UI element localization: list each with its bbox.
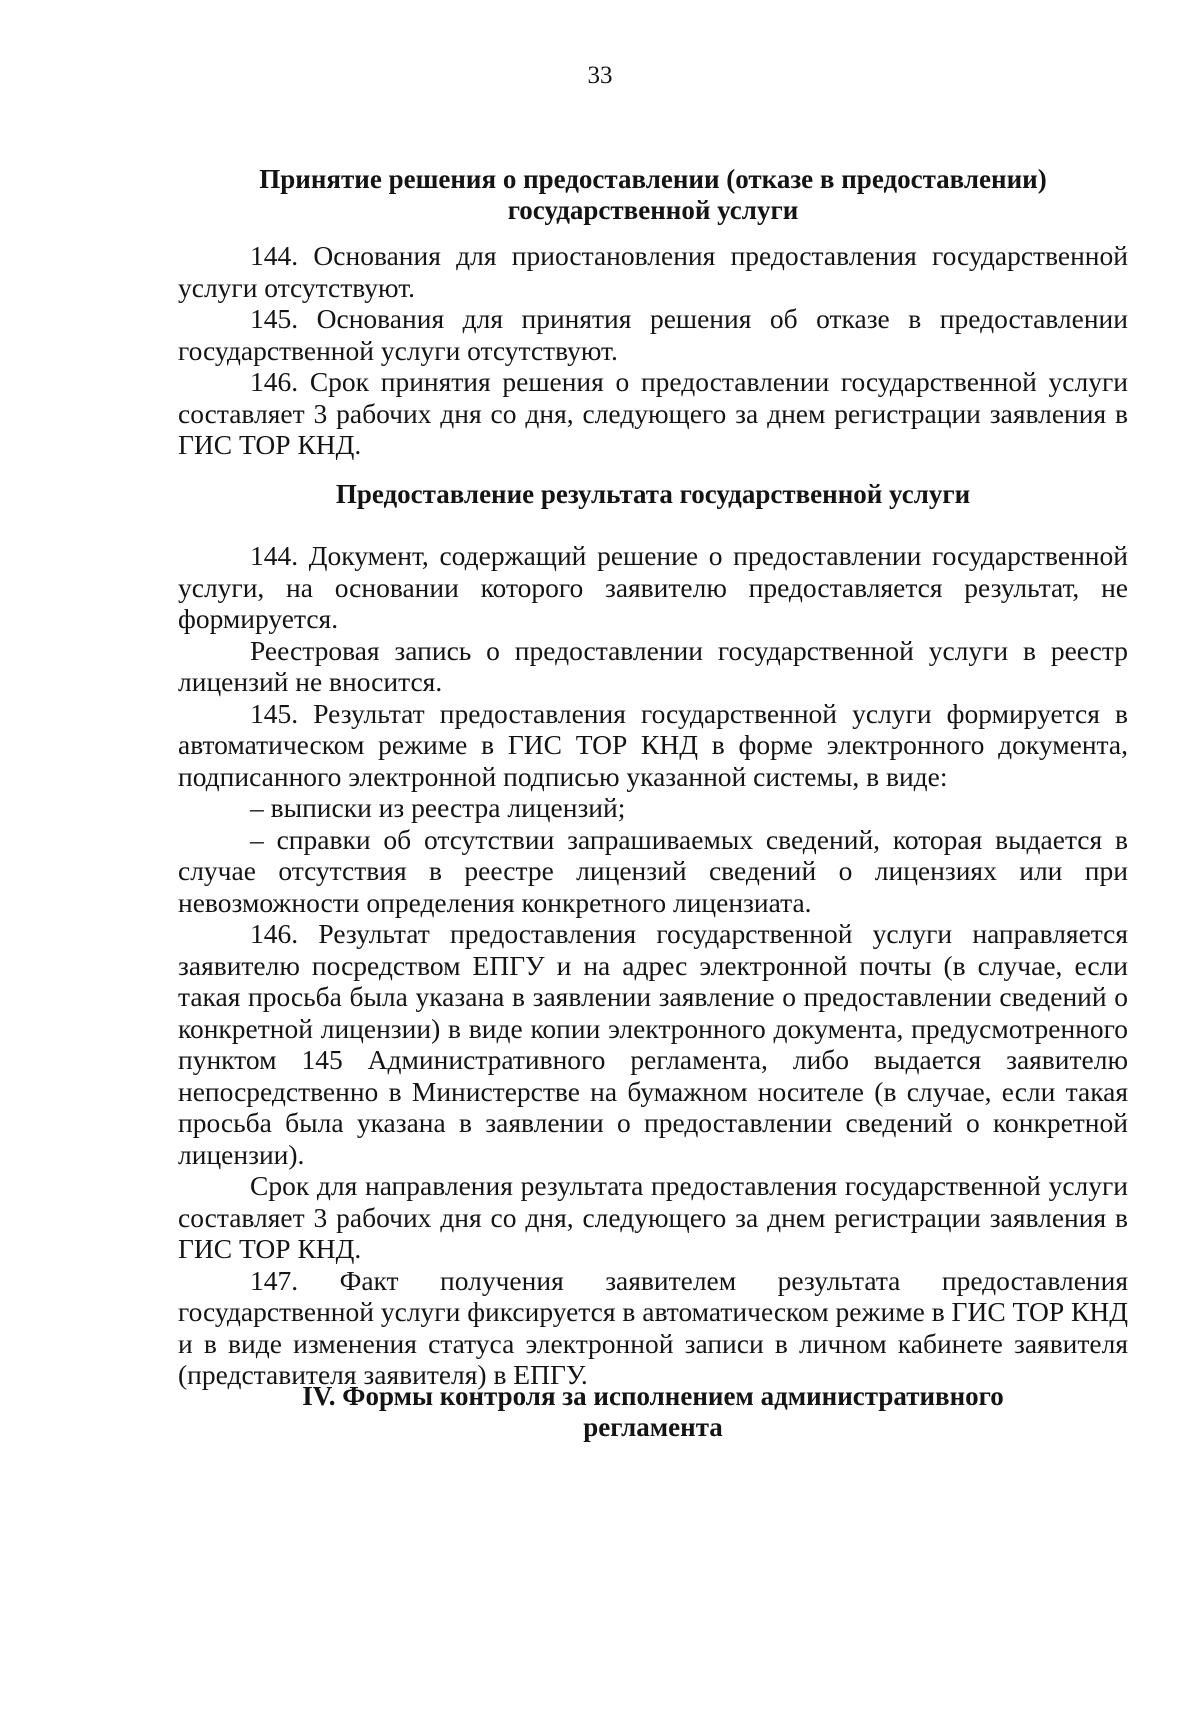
paragraph-144: 144. Основания для приостановления предоставления государственной услуги отсутствуют. [178, 240, 1128, 303]
section-heading: Предоставление результата государственной услуги [335, 479, 971, 509]
section-result-body [178, 540, 1128, 1391]
section-result [178, 479, 1128, 510]
paragraph-registry-record: Реестровая запись о предоставлении государственной услуги в реестр лицензий не вносится. [178, 634, 1128, 697]
section-heading-continued: регламента [583, 1412, 723, 1442]
section-decision-body [178, 240, 1128, 461]
paragraph-146-delivery: 146. Результат предоставления государственной услуги направляется заявителю посредством ЕПГУ и на адрес электронной почты (в случае, если такая просьба была указана в заявлении заявление о предоставлении сведений о конкретной лицензии) в виде копии электронного документа, предусмотренного пунктом 145 Административного регламента, либо выдается заявителю непосредственно в Министерстве на бумажном носителе (в случае, если такая просьба была указана в заявлении о предоставлении сведений о конкретной лицензии). [178, 918, 1128, 1170]
page-number: 33 [587, 62, 613, 89]
section-heading: Принятие решения о предоставлении (отказе в предоставлении) [259, 164, 1047, 194]
section-heading-continued: государственной услуги [507, 195, 799, 225]
list-item-certificate: – справки об отсутствии запрашиваемых сведений, которая выдается в случае отсутствия в реестре лицензий сведений о лицензиях или при невозможности определения конкретного лицензиата. [178, 823, 1128, 918]
paragraph-147-fixation: 147. Факт получения заявителем результата предоставления государственной услуги фиксируется в автоматическом режиме в ГИС ТОР КНД и в виде изменения статуса электронной записи в личном кабинете заявителя (представителя заявителя) в ЕПГУ. [178, 1264, 1128, 1390]
section-heading: IV. Формы контроля за исполнением административного [302, 1381, 1004, 1411]
section-control [178, 1381, 1128, 1443]
section-decision [178, 164, 1128, 226]
paragraph-145-result: 145. Результат предоставления государственной услуги формируется в автоматическом режиме в ГИС ТОР КНД в форме электронного документа, подписанного электронной подписью указанной системы, в виде: [178, 697, 1128, 792]
list-item-extract: – выписки из реестра лицензий; [250, 792, 626, 823]
paragraph-144-document: 144. Документ, содержащий решение о предоставлении государственной услуги, на основании которого заявителю предоставляется результат, не формируется. [178, 540, 1128, 634]
paragraph-146: 146. Срок принятия решения о предоставлении государственной услуги составляет 3 рабочих дня со дня, следующего за днем регистрации заявления в ГИС ТОР КНД. [178, 366, 1128, 460]
paragraph-145: 145. Основания для принятия решения об отказе в предоставлении государственной услуги отсутствуют. [178, 303, 1128, 366]
paragraph-delivery-term: Срок для направления результата предоставления государственной услуги составляет 3 рабочих дня со дня, следующего за днем регистрации заявления в ГИС ТОР КНД. [178, 1170, 1128, 1264]
